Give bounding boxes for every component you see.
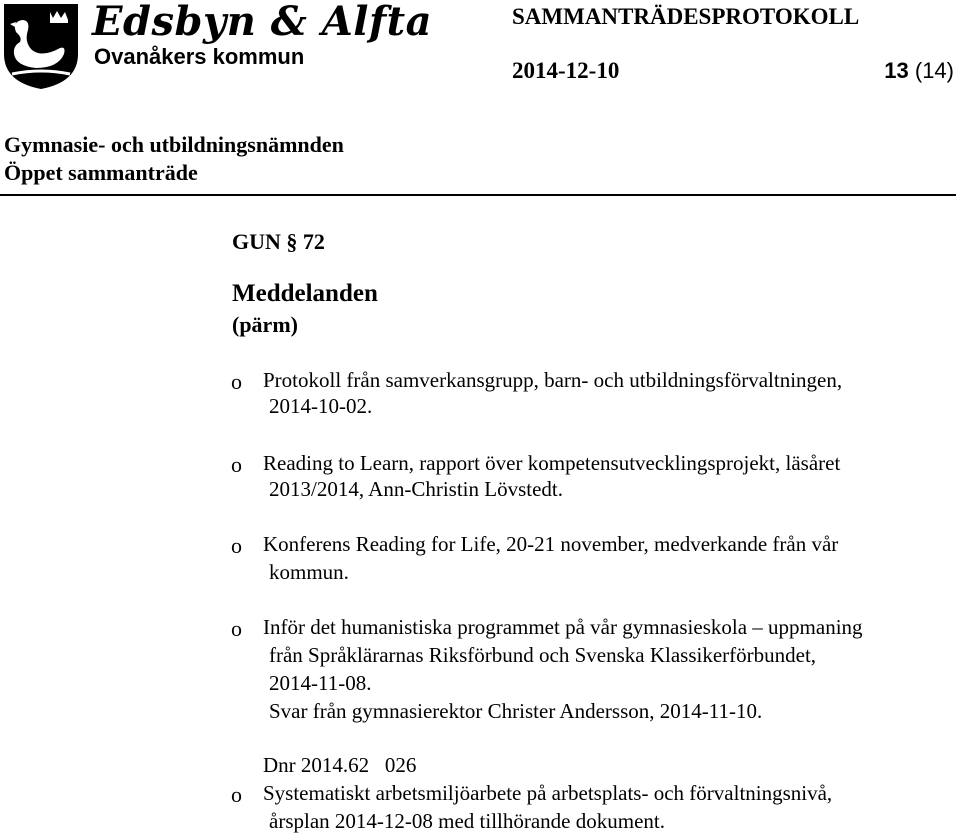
- list-bullet: o: [231, 616, 242, 641]
- list-bullet: o: [231, 369, 242, 394]
- document-date: 2014-12-10: [512, 58, 620, 83]
- dnr-reference: Dnr 2014.62 026: [263, 753, 417, 777]
- section-subtitle: (pärm): [232, 312, 298, 337]
- document-type: SAMMANTRÄDESPROTOKOLL: [512, 4, 860, 29]
- logo-subtitle: Ovanåkers kommun: [94, 44, 305, 69]
- header-divider: [0, 194, 956, 196]
- list-bullet: o: [231, 452, 242, 477]
- list-item-line: 2013/2014, Ann-Christin Lövstedt.: [269, 477, 563, 501]
- swan-crown-logo-icon: [2, 2, 80, 90]
- list-item-line: Inför det humanistiska programmet på vår gymnasieskola – uppmaning: [263, 615, 863, 639]
- page-current: 13: [884, 58, 909, 83]
- page-number: [884, 58, 954, 84]
- logo-title: Edsbyn & Alfta: [92, 0, 433, 45]
- section-number: GUN § 72: [232, 229, 325, 254]
- list-item-line: Protokoll från samverkansgrupp, barn- och utbildningsförvaltningen,: [263, 368, 843, 392]
- list-item-line: Svar från gymnasierektor Christer Andersson, 2014-11-10.: [269, 699, 763, 723]
- list-bullet: o: [231, 782, 242, 807]
- page-total: (14): [914, 58, 954, 83]
- list-item-line: 2014-11-08.: [269, 671, 372, 695]
- list-item-line: Reading to Learn, rapport över kompetensutvecklingsprojekt, läsåret: [263, 451, 841, 475]
- list-item-line: Konferens Reading for Life, 20-21 november, medverkande från vår: [263, 532, 839, 556]
- committee-name: Gymnasie- och utbildningsnämnden: [4, 132, 344, 157]
- list-bullet: o: [231, 533, 242, 558]
- list-item-line: 2014-10-02.: [269, 394, 373, 418]
- list-item-line: årsplan 2014-12-08 med tillhörande dokument.: [269, 809, 665, 833]
- list-item-line: Systematiskt arbetsmiljöarbete på arbetsplats- och förvaltningsnivå,: [263, 781, 833, 805]
- list-item-line: från Språklärarnas Riksförbund och Svenska Klassikerförbundet,: [269, 643, 817, 667]
- municipality-logo: [0, 0, 433, 95]
- section-title: Meddelanden: [232, 280, 378, 307]
- meeting-type: Öppet sammanträde: [4, 160, 198, 185]
- list-item-line: kommun.: [269, 560, 349, 584]
